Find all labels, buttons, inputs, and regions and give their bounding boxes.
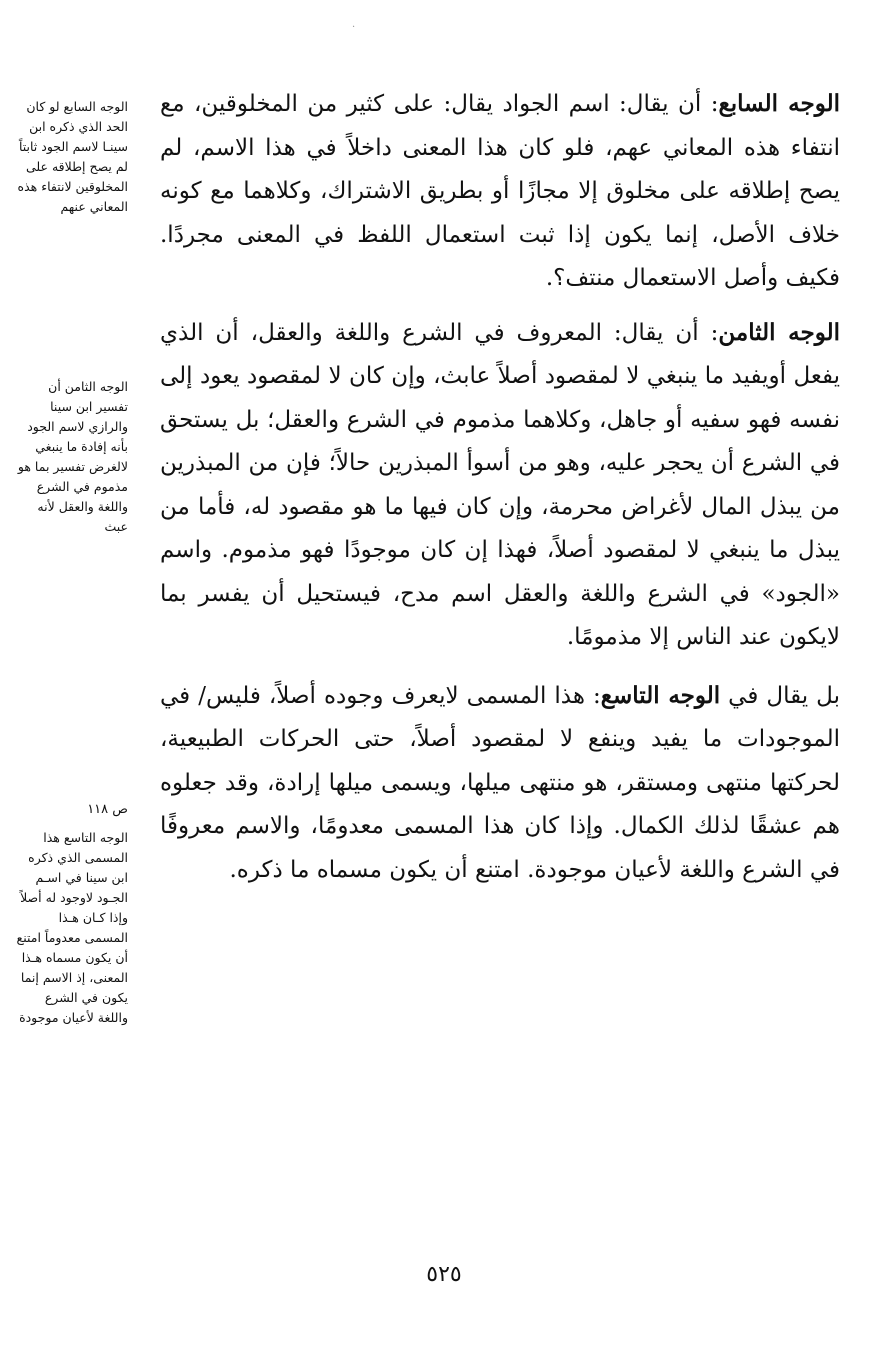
- margin-note-seventh: الوجه السابع لو كان الحد الذي ذكره ابن سينـا لاسم الجود ثابتاً لم يصح إطلاقه على المخلوقين لانتفاء هذه المعاني عنهم: [17, 99, 128, 214]
- paragraph-eighth: [160, 311, 840, 660]
- speck: ·: [352, 22, 356, 33]
- paragraph-seventh: [160, 82, 840, 301]
- paragraph-body: : أن يقال: المعروف في الشرع واللغة والعقل، أن الذي يفعل أويفيد ما ينبغي لا لمقصود أصلاً عابث، وإن كان لا لمقصود يعود إلى نفسه فهو سفيه أو جاهل، وكلاهما مذموم في الشرع والعقل؛ بل يستحق في الشرع أن يحجر عليه، وهو من أسوأ المبذرين حالاً؛ فإن من المبذرين من يبذل المال لأغراض محرمة، وإن كان فيها ما هو مقصود له، فأما من يبذل ما ينبغي لا لمقصود أصلاً، فهذا إن كان موجودًا فهو مذموم. واسم «الجود» في الشرع واللغة والعقل اسم مدح، فيستحيل أن يفسر بما لايكون عند الناس إلا مذمومًا.: [160, 319, 840, 650]
- main-text: [160, 82, 840, 900]
- margin-note-ninth: الوجه التاسع هذا المسمى الذي ذكره ابن سينا في اسـم الجـود لاوجود له أصلاً وإذا كـان هـذا المسمى معدوماً امتنع أن يكون مسماه هـذا المعنى، إذ الاسم إنما يكون في الشرع واللغة لأعيان موجودة: [16, 830, 128, 1025]
- paragraph-heading: الوجه التاسع: [600, 681, 721, 709]
- paragraph-body: : أن يقال: اسم الجواد يقال: على كثير من المخلوقين، مع انتفاء هذه المعاني عهم، فلو كان هذا المعنى داخلاً في هذا الاسم، لم يصح إطلاقه على مخلوق إلا مجازًا أو بطريق الاشتراك، وكلاهما مع كونه خلاف الأصل، إنما يكون إذا ثبت استعمال اللفظ في المعنى مجردًا. فكيف وأصل الاستعمال منتف؟.: [160, 91, 840, 291]
- margin-note-ninth-block: [16, 800, 128, 1028]
- page-number: ٥٢٥: [426, 1262, 462, 1287]
- paragraph-ninth: [160, 674, 840, 893]
- paragraph-body: : هذا المسمى لايعرف وجوده أصلاً، فليس/ في الموجودات ما يفيد وينفع لا لمقصود أصلاً، حتى الحركات الطبيعية، لحركتها منتهى ومستقر، هو منتهى ميلها، ويسمى ميلها إرادة، وقد جعلوه هم عشقًا لذلك الكمال. وإذا كان هذا المسمى معدومًا، والاسم معروفًا في الشرع واللغة لأعيان موجودة. امتنع أن يكون مسماه ما ذكره.: [160, 682, 840, 883]
- paragraph-heading: الوجه السابع: [718, 90, 840, 117]
- paragraph-intro: بل يقال في: [720, 682, 840, 709]
- margin-page-reference: ص ١١٨: [87, 802, 128, 817]
- paragraph-heading: الوجه الثامن: [718, 318, 841, 346]
- margin-note-eighth: الوجه الثامن أن تفسير ابن سينا والرازي لاسم الجود بأنه إفادة ما ينبغي لالغرض تفسير بما هو مذموم في الشرع واللغة والعقل لأنه عبث: [17, 379, 128, 534]
